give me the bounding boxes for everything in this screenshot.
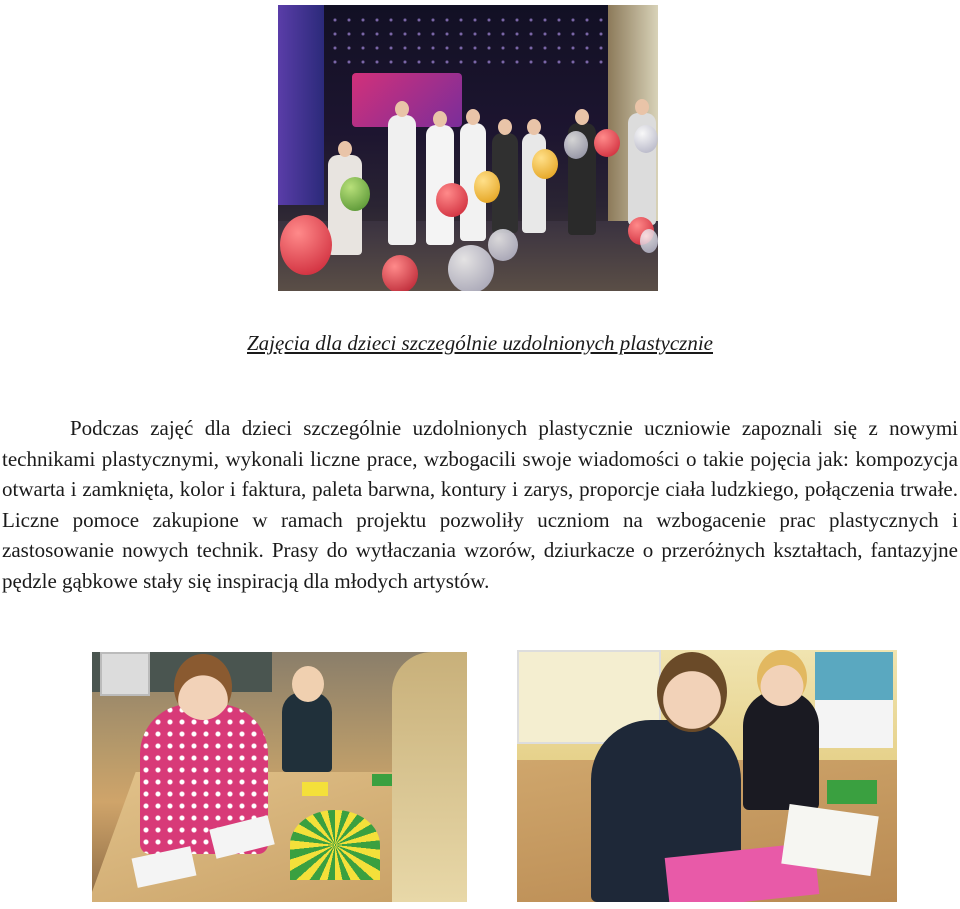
child-figure bbox=[388, 115, 416, 245]
paper-white-stack bbox=[781, 804, 878, 876]
balloon-red bbox=[382, 255, 418, 291]
boy-head bbox=[657, 652, 727, 732]
window-frame bbox=[100, 652, 150, 696]
boy-second bbox=[743, 690, 819, 810]
child-background bbox=[282, 692, 332, 772]
classroom-photo-right bbox=[517, 650, 897, 902]
child-background-head bbox=[292, 666, 324, 702]
balloon-red bbox=[280, 215, 332, 275]
balloon-clear bbox=[448, 245, 494, 291]
balloon-clear bbox=[488, 229, 518, 261]
document-title: Zajęcia dla dzieci szczególnie uzdolnionych plastycznie bbox=[247, 331, 713, 355]
balloon-yellow bbox=[474, 171, 500, 203]
balloon-green bbox=[340, 177, 370, 211]
girl-blonde-hair bbox=[392, 652, 467, 902]
child-figure bbox=[522, 133, 546, 233]
paper-green bbox=[827, 780, 877, 804]
balloon-red bbox=[436, 183, 468, 217]
boy-second-head bbox=[757, 650, 807, 706]
balloon-clear bbox=[640, 229, 658, 253]
stage-curtain-left bbox=[278, 5, 324, 205]
balloon-red bbox=[594, 129, 620, 157]
paper-yellow bbox=[302, 782, 328, 796]
stage-lights bbox=[328, 13, 608, 73]
wall-calendar bbox=[815, 652, 893, 748]
document-paragraph: Podczas zajęć dla dzieci szczególnie uzdolnionych plastycznie uczniowie zapoznali się z nowymi technikami plastycznymi, wykonali liczne prace, wzbogacili swoje wiadomości o takie pojęcia jak: kompozycja otwarta i zamknięta, kolor i faktura, paleta barwna, kontury i zarys, proporcje ciała ludzkiego, połączenia trwałe. Liczne pomoce zakupione w ramach projektu pozwoliły uczniom na wzbogacenie prac plastycznych i zastosowanie nowych technik. Prasy do wytłaczania wzorów, dziurkacze o przeróżnych kształtach, fantazyjne pędzle gąbkowe stały się inspiracją dla młodych artystów. bbox=[2, 416, 958, 593]
balloon-yellow bbox=[532, 149, 558, 179]
classroom-photo-left bbox=[92, 652, 467, 902]
balloon-clear bbox=[634, 125, 658, 153]
paper-green bbox=[372, 774, 392, 786]
balloon-clear bbox=[564, 131, 588, 159]
paper-fan-craft bbox=[290, 810, 380, 880]
stage-photo bbox=[278, 5, 658, 291]
girl-head bbox=[174, 654, 232, 720]
